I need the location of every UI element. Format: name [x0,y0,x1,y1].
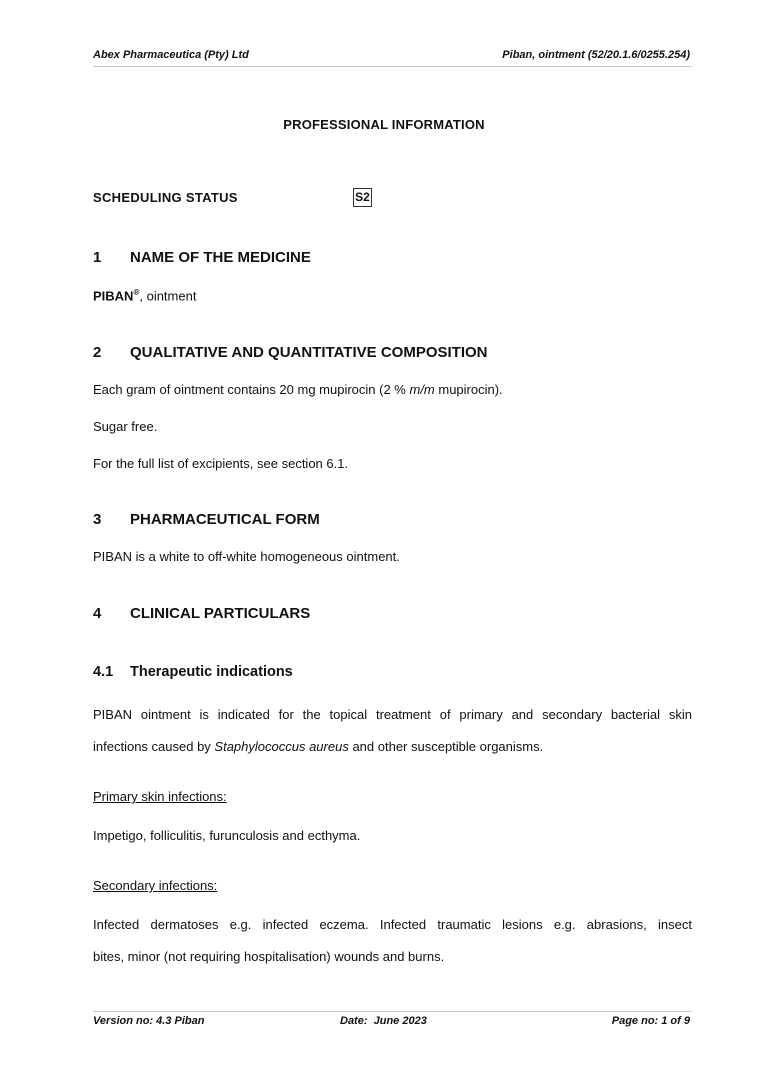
pharmaceutical-form-text: PIBAN is a white to off-white homogeneous ointment. [93,549,400,564]
section-title: QUALITATIVE AND QUANTITATIVE COMPOSITION [130,344,488,361]
composition-text [93,382,503,397]
section-4-1-heading [93,664,293,680]
registered-mark: ® [133,288,140,297]
section-title: Therapeutic indications [130,664,293,680]
medicine-name [93,288,196,303]
footer-version: Version no: 4.3 Piban [93,1015,205,1027]
header-product-ref: Piban, ointment (52/20.1.6/0255.254) [502,49,690,61]
page-footer [93,1015,690,1031]
scheduling-status-badge: S2 [353,188,372,207]
excipients-reference: For the full list of excipients, see section 6.1. [93,456,349,471]
primary-infections-text: Impetigo, folliculitis, furunculosis and ecthyma. [93,828,361,843]
section-number: 4 [93,605,102,622]
indications-line [93,731,692,763]
composition-part: mupirocin). [434,382,503,397]
secondary-line: bites, minor (not requiring hospitalisation) wounds and burns. [93,949,445,964]
page-header [93,49,690,65]
organism-name: Staphylococcus aureus [214,739,349,754]
composition-part: Each gram of ointment contains 20 mg mupirocin (2 % [93,382,410,397]
section-number: 1 [93,249,102,266]
medicine-form: , ointment [139,288,197,304]
composition-unit: m/m [409,382,435,397]
section-title: CLINICAL PARTICULARS [130,605,311,622]
section-number: 3 [93,511,102,528]
indications-line: PIBAN ointment is indicated for the topical treatment of primary and secondary bacterial skin [93,707,692,722]
footer-divider [93,1011,692,1012]
indications-part: infections caused by [93,739,215,754]
footer-date: Date: June 2023 [340,1015,427,1027]
scheduling-status-label: SCHEDULING STATUS [93,190,238,205]
section-title: NAME OF THE MEDICINE [130,249,311,266]
section-1-heading [93,249,311,266]
section-2-heading [93,344,488,361]
indications-paragraph [93,699,692,763]
header-divider [93,66,692,67]
section-number: 4.1 [93,664,114,680]
footer-page-number: Page no: 1 of 9 [611,1015,690,1027]
document-title: PROFESSIONAL INFORMATION [283,117,485,132]
secondary-infections-label: Secondary infections: [93,878,218,893]
section-number: 2 [93,344,102,361]
section-3-heading [93,511,320,528]
medicine-name-bold: PIBAN [93,288,134,304]
sugar-free-text: Sugar free. [93,419,158,434]
header-company: Abex Pharmaceutica (Pty) Ltd [93,49,249,61]
secondary-line: Infected dermatoses e.g. infected eczema. Infected traumatic lesions e.g. abrasions, insect [93,917,692,932]
indications-part: and other susceptible organisms. [348,739,544,754]
secondary-infections-paragraph [93,909,692,973]
primary-infections-label: Primary skin infections: [93,789,227,804]
section-title: PHARMACEUTICAL FORM [130,511,320,528]
section-4-heading [93,605,310,622]
